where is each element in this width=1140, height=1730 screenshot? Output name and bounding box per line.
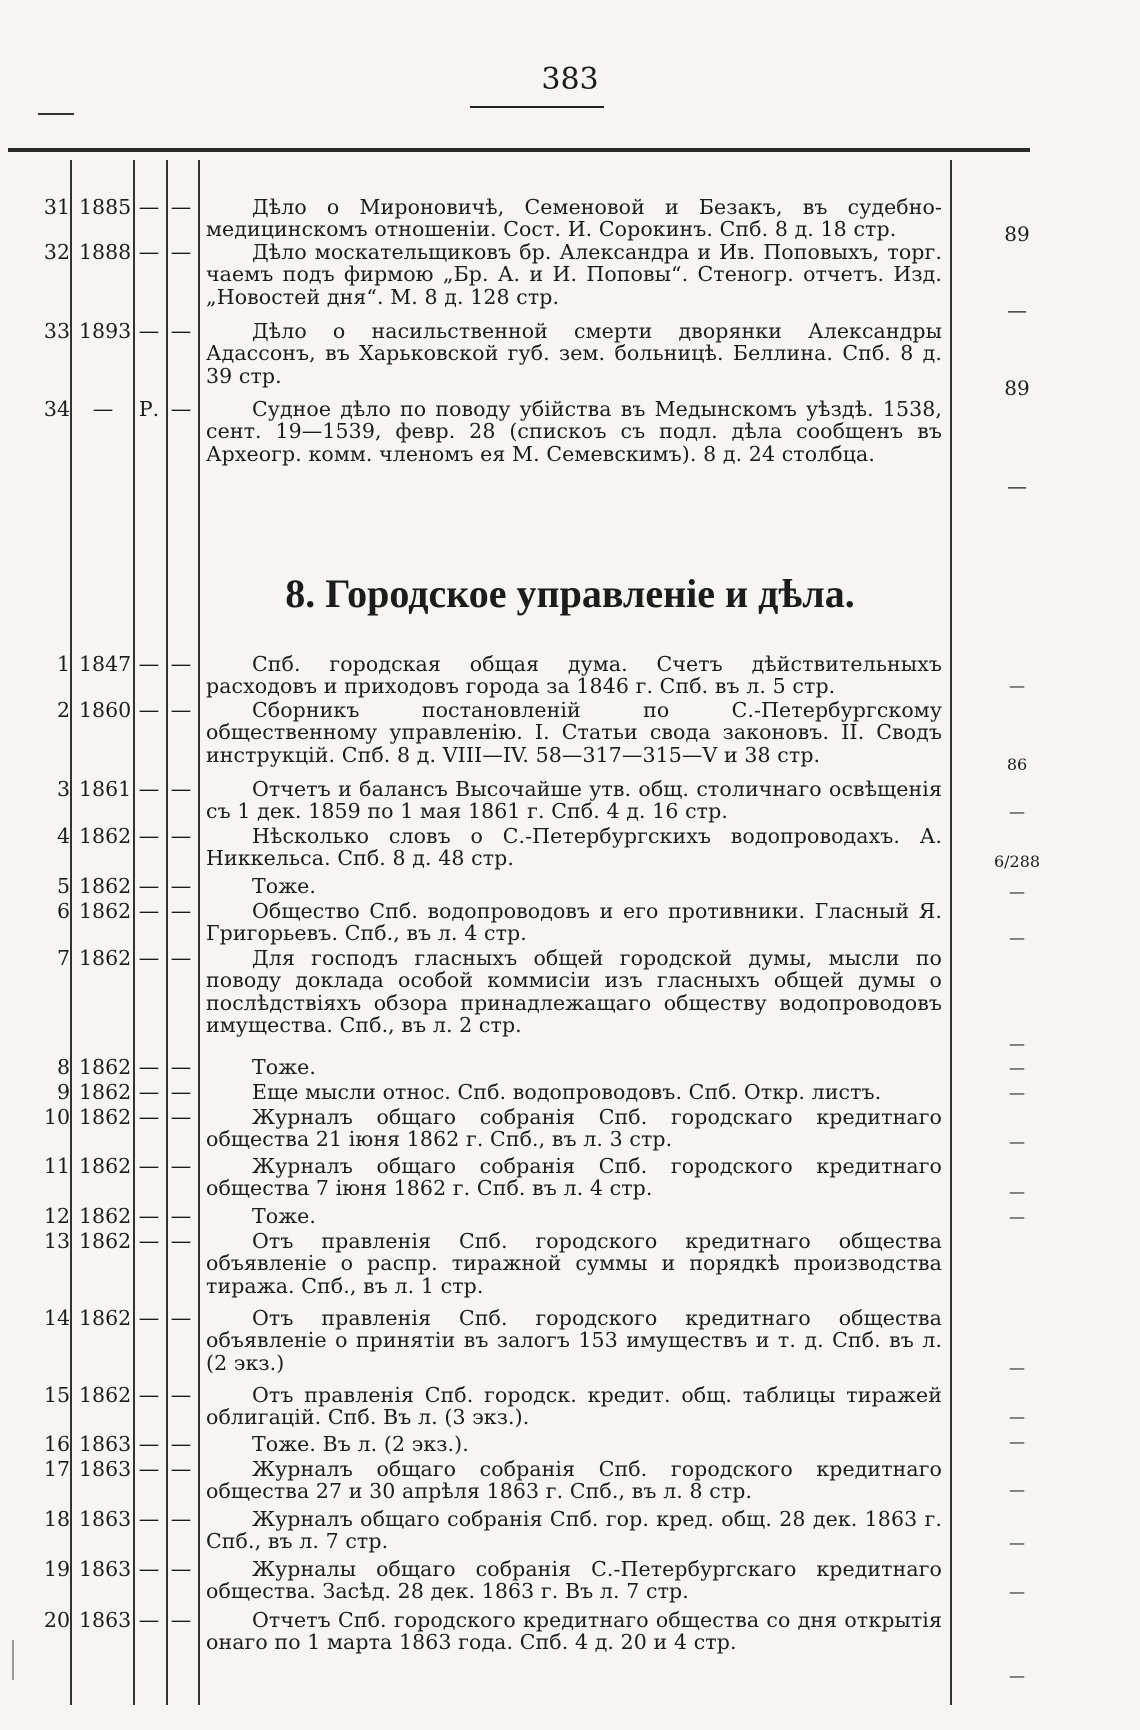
entry-col-b: —	[170, 319, 192, 343]
entry-col-b: —	[170, 824, 192, 848]
entry-col-a: —	[138, 698, 160, 722]
entry-year: 1863	[79, 1457, 132, 1481]
entry-text: Тоже.	[252, 1204, 317, 1228]
entry-note: —	[1009, 1480, 1025, 1499]
entry-col-a: —	[138, 1080, 160, 1104]
entry-number: 18	[43, 1507, 70, 1531]
entry-text: Отъ правленія Спб. городского кредитнаго общества объявленіе о принятіи въ залогъ 153 имуществъ и т. д. Спб. въ л. (2 экз.)	[206, 1306, 942, 1375]
entry-note: —	[1009, 1132, 1025, 1151]
entry-note: —	[1009, 1083, 1025, 1102]
entry-col-b: —	[170, 1608, 192, 1632]
entry-note: —	[1009, 1182, 1025, 1201]
entry-col-a: —	[138, 777, 160, 801]
entry-text: Тоже.	[252, 874, 317, 898]
entry-year: 1863	[79, 1432, 132, 1456]
entry-col-b: —	[170, 1306, 192, 1330]
entry-col-b: —	[170, 1229, 192, 1253]
entry-number: 20	[43, 1608, 70, 1632]
entry-text: Журналы общаго собранія С.-Петербургскаго кредитнаго общества. Засѣд. 28 дек. 1863 г. Въ л. 7 стр.	[206, 1557, 942, 1604]
section-heading: 8. Городское управленіе и дѣла.	[285, 571, 855, 616]
entry-col-a: —	[138, 1457, 160, 1481]
entry-number: 14	[43, 1306, 70, 1330]
entry-col-a: —	[138, 1306, 160, 1330]
entry-col-a: —	[138, 652, 160, 676]
column-rule-text	[950, 160, 952, 1705]
entry-text: Отчетъ и балансъ Высочайше утв. общ. столичнаго освѣщенія съ 1 дек. 1859 по 1 мая 1861 г. Спб. 4 д. 16 стр.	[206, 777, 942, 824]
entry-number: 3	[56, 777, 70, 801]
entry-col-a: —	[138, 195, 160, 219]
entry-number: 11	[43, 1154, 70, 1178]
entry-text: Журналъ общаго собранія Спб. городского кредитнаго общества 27 и 30 апрѣля 1863 г. Спб., въ л. 8 стр.	[206, 1457, 942, 1504]
margin-mark	[38, 113, 74, 115]
entry-year: 1863	[79, 1557, 132, 1581]
entry-year: 1847	[79, 652, 132, 676]
entry-text: Отъ правленія Спб. городского кредитнаго общества объявленіе о распр. тиражной суммы и порядкѣ производства тиража. Спб., въ л. 1 стр.	[206, 1229, 942, 1298]
column-rule-number	[70, 160, 72, 1705]
entry-text: Тоже.	[252, 1055, 317, 1079]
entry-year: 1885	[79, 195, 132, 219]
entry-year: 1862	[79, 1204, 132, 1228]
entry-note: —	[1009, 1358, 1025, 1377]
entry-text: Тоже. Въ л. (2 экз.).	[252, 1432, 469, 1456]
entry-note: —	[1009, 882, 1025, 901]
entry-col-b: —	[170, 899, 192, 923]
entry-col-a: —	[138, 899, 160, 923]
entry-col-b: —	[170, 397, 192, 421]
entry-col-b: —	[170, 874, 192, 898]
entry-col-a: —	[138, 1383, 160, 1407]
entry-text: Нѣсколько словъ о С.-Петербургскихъ водопроводахъ. А. Никкельса. Спб. 8 д. 48 стр.	[206, 824, 942, 871]
entry-col-b: —	[170, 1457, 192, 1481]
entry-col-b: —	[170, 946, 192, 970]
entry-text: Журналъ общаго собранія Спб. городскаго кредитнаго общества 21 іюня 1862 г. Спб., въ л. 3 стр.	[206, 1105, 942, 1152]
entry-number: 5	[56, 874, 70, 898]
entry-col-a: —	[138, 1154, 160, 1178]
entry-year: 1888	[79, 240, 132, 264]
entry-year: 1862	[79, 1080, 132, 1104]
entry-note: —	[1009, 1582, 1025, 1601]
entry-number: 4	[56, 824, 70, 848]
entry-col-a: —	[138, 1507, 160, 1531]
entry-year: 1861	[79, 777, 132, 801]
entry-col-b: —	[170, 1432, 192, 1456]
entry-note: —	[1009, 1533, 1025, 1552]
entry-number: 2	[56, 698, 70, 722]
entry-col-a: —	[138, 1204, 160, 1228]
entry-col-b: —	[170, 1154, 192, 1178]
entry-col-a: —	[138, 1105, 160, 1129]
entry-year: 1862	[79, 1105, 132, 1129]
entry-text: Журналъ общаго собранія Спб. городского кредитнаго общества 7 іюня 1862 г. Спб. въ л. 4 стр.	[206, 1154, 942, 1201]
entry-year: 1893	[79, 319, 132, 343]
entry-number: 16	[43, 1432, 70, 1456]
entry-col-a: —	[138, 946, 160, 970]
entry-col-a: —	[138, 240, 160, 264]
entry-number: 12	[43, 1204, 70, 1228]
entry-col-a: —	[138, 1229, 160, 1253]
entry-text: Сборникъ постановленій по С.-Петербургскому общественному управленію. I. Статьи свода законовъ. II. Сводъ инструкцій. Спб. 8 д. VIII—IV. 58—317—315—V и 38 стр.	[206, 698, 942, 767]
entry-year: 1862	[79, 1229, 132, 1253]
entry-note: —	[1009, 676, 1025, 695]
entry-number: 17	[43, 1457, 70, 1481]
entry-text: Для господъ гласныхъ общей городской думы, мысли по поводу доклада особой коммисіи изъ гласныхъ общей думы о послѣдствіяхъ обзора принадлежащаго обществу водопроводовъ имущества. Спб., въ л. 2 стр.	[206, 946, 942, 1038]
entry-text: Судное дѣло по поводу убійства въ Медынскомъ уѣздѣ. 1538, сент. 19—1539, февр. 28 (спискоъ съ подл. дѣла сообщенъ въ Археогр. комм. членомъ ея М. Семевскимъ). 8 д. 24 столбца.	[206, 397, 942, 466]
entry-col-b: —	[170, 698, 192, 722]
entry-number: 34	[43, 397, 70, 421]
entry-text: Дѣло москательщиковъ бр. Александра и Ив. Поповыхъ, торг. чаемъ подъ фирмою „Бр. А. и И. Поповы“. Стеногр. отчетъ. Изд. „Новостей дня“. М. 8 д. 128 стр.	[206, 240, 942, 309]
entry-year: 1862	[79, 1306, 132, 1330]
entry-number: 1	[56, 652, 70, 676]
entry-number: 7	[56, 946, 70, 970]
entry-year: 1862	[79, 874, 132, 898]
entry-col-b: —	[170, 777, 192, 801]
entry-col-b: —	[170, 1055, 192, 1079]
binding-mark	[12, 1640, 14, 1680]
entry-number: 8	[56, 1055, 70, 1079]
entry-col-b: —	[170, 195, 192, 219]
entry-year: 1862	[79, 899, 132, 923]
entry-note: —	[1009, 1432, 1025, 1451]
entry-col-b: —	[170, 1507, 192, 1531]
entry-col-b: —	[170, 240, 192, 264]
entry-col-b: —	[170, 1383, 192, 1407]
entry-col-a: —	[138, 824, 160, 848]
entry-number: 13	[43, 1229, 70, 1253]
entry-note: —	[1009, 928, 1025, 947]
entry-note: —	[1009, 1407, 1025, 1426]
entry-number: 9	[56, 1080, 70, 1104]
entry-number: 6	[56, 899, 70, 923]
entry-note: 89	[1004, 376, 1030, 400]
entry-text: Дѣло о насильственной смерти дворянки Александры Адассонъ, въ Харьковской губ. зем. больницѣ. Беллина. Спб. 8 д. 39 стр.	[206, 319, 942, 388]
entry-number: 33	[43, 319, 70, 343]
entry-col-a: —	[138, 1557, 160, 1581]
entry-number: 19	[43, 1557, 70, 1581]
entry-text: Общество Спб. водопроводовъ и его противники. Гласный Я. Григорьевъ. Спб., въ л. 4 стр.	[206, 899, 942, 946]
entry-col-b: —	[170, 1557, 192, 1581]
entry-note: 89	[1004, 222, 1030, 246]
entry-text: Журналъ общаго собранія Спб. гор. кред. общ. 28 дек. 1863 г. Спб., въ л. 7 стр.	[206, 1507, 942, 1554]
entry-note: —	[1009, 1666, 1025, 1685]
entry-text: Спб. городская общая дума. Счетъ дѣйствительныхъ расходовъ и приходовъ города за 1846 г. Спб. въ л. 5 стр.	[206, 652, 942, 699]
entry-year: 1862	[79, 824, 132, 848]
entry-col-a: —	[138, 319, 160, 343]
entry-text: Отчетъ Спб. городского кредитнаго общества со дня открытія онаго по 1 марта 1863 года. Спб. 4 д. 20 и 4 стр.	[206, 1608, 942, 1655]
entry-text: Дѣло о Мироновичѣ, Семеновой и Безакъ, въ судебно-медицинскомъ отношеніи. Сост. И. Сорокинъ. Спб. 8 д. 18 стр.	[206, 195, 942, 242]
entry-col-b: —	[170, 1105, 192, 1129]
entry-number: 15	[43, 1383, 70, 1407]
entry-text: Еще мысли относ. Спб. водопроводовъ. Спб. Откр. листъ.	[252, 1080, 882, 1104]
entry-year: 1863	[79, 1608, 132, 1632]
entry-note: —	[1007, 474, 1027, 498]
top-rule	[8, 148, 1030, 152]
page-number-rule	[470, 106, 604, 108]
entry-note: —	[1009, 802, 1025, 821]
entry-note: —	[1009, 1058, 1025, 1077]
entry-col-b: —	[170, 1080, 192, 1104]
entry-note: —	[1009, 1207, 1025, 1226]
entry-col-a: —	[138, 1055, 160, 1079]
entry-year: 1862	[79, 1055, 132, 1079]
page-number: 383	[541, 62, 599, 97]
entry-number: 31	[43, 195, 70, 219]
entry-col-a: —	[138, 874, 160, 898]
entry-text: Отъ правленія Спб. городск. кредит. общ. таблицы тиражей облигацій. Спб. Въ л. (3 экз.).	[206, 1383, 942, 1430]
entry-note: —	[1007, 298, 1027, 322]
entry-year: 1860	[79, 698, 132, 722]
entry-note: 6/288	[993, 852, 1041, 871]
entry-col-a: Р.	[138, 397, 160, 421]
entry-col-a: —	[138, 1608, 160, 1632]
entry-year: 1862	[79, 946, 132, 970]
column-rule-b	[198, 160, 200, 1705]
entry-year: 1862	[79, 1383, 132, 1407]
entry-col-a: —	[138, 1432, 160, 1456]
entry-year: —	[92, 397, 114, 421]
entry-col-b: —	[170, 1204, 192, 1228]
entry-number: 32	[43, 240, 70, 264]
entry-note: —	[1009, 1034, 1025, 1053]
entry-note: 86	[1006, 755, 1028, 774]
entry-col-b: —	[170, 652, 192, 676]
entry-number: 10	[43, 1105, 70, 1129]
entry-year: 1862	[79, 1154, 132, 1178]
entry-year: 1863	[79, 1507, 132, 1531]
